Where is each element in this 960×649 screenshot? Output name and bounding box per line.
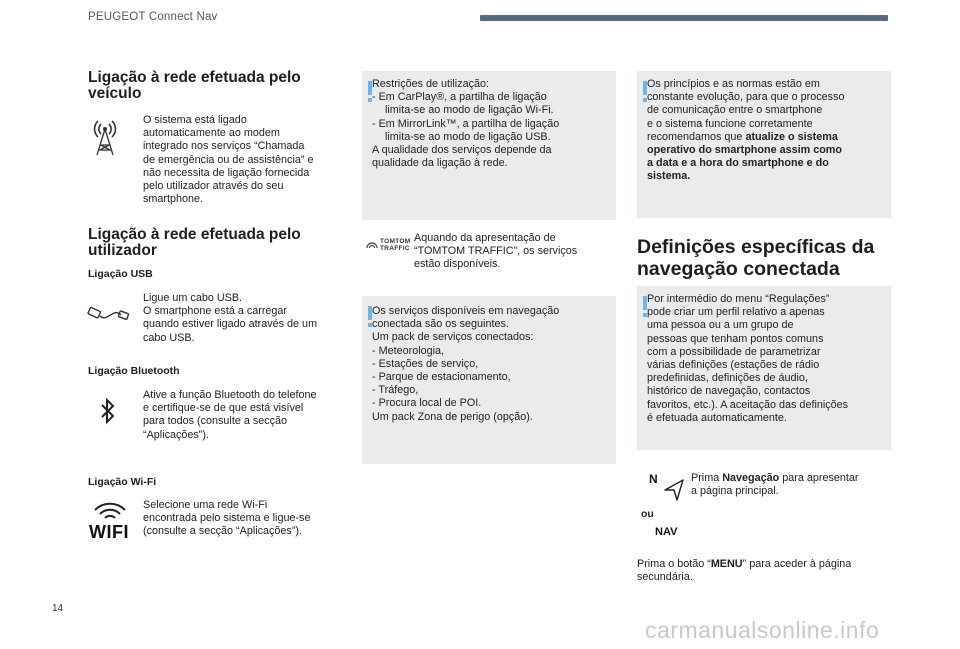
watermark: carmanualsonline.info [645, 617, 880, 643]
usb-cable-icon [87, 303, 131, 327]
navigation-text: Prima Navegação para apresentar a página principal. [691, 472, 859, 498]
nav-button[interactable]: NAV [655, 526, 678, 538]
regulations-box [637, 286, 891, 450]
regulations-text: Por intermédio do menu “Regulações” pode criar um perfil relativo a apenas uma pessoa ou a um grupo de pessoas que tenham pontos comuns com a possibilidade de parametrizar várias definições (estações de rádio predefinidas, definições de áudio, histórico de navegação, contactos favoritos, etc.). A aceitação das definições é efetuada automaticamente. [647, 293, 849, 424]
section-title-user: Ligação à rede efetuada pelo utilizador [88, 226, 301, 259]
usb-text: Ligue um cabo USB. O smartphone está a carregar quando estiver ligado através de um cabo USB. [143, 292, 318, 344]
services-box [362, 296, 616, 464]
restrictions-text: Restrições de utilização: - Em CarPlay®, a partilha de ligação limita-se ao modo de ligação Wi-Fi. - Em MirrorLink™, a partilha de ligação limita-se ao modo de ligação USB. A qualidade dos serviços depende da qualidade da ligação à rede. [372, 78, 560, 170]
bluetooth-icon [100, 397, 116, 425]
bluetooth-text: Ative a função Bluetooth do telefone e certifique-se de que está visível para todos (consulte a secção “Aplicações”). [143, 389, 317, 441]
wifi-waves-icon [92, 501, 128, 521]
principles-text: Os princípios e as normas estão em constante evolução, para que o processo de comunicação entre o smartphone e o sistema funcione corretamente recomendamos que atualize o sistema operativo do smartphone assim como a data e a hora do smartphone e do sistema. [647, 78, 845, 183]
or-label: ou [641, 508, 654, 520]
restrictions-box [362, 71, 616, 220]
menu-text: Prima o botão “MENU” para aceder à página secundária. [637, 558, 852, 584]
tomtom-icon-label: TOMTOM TRAFFIC [380, 238, 411, 252]
vehicle-connection-text: O sistema está ligado automaticamente ao modem integrado nos serviços “Chamada de emergência ou de assistência” e não necessita de ligação fornecida pelo utilizador através do seu smartphone. [143, 114, 314, 206]
running-header: PEUGEOT Connect Nav [88, 11, 218, 23]
usb-title: Ligação USB [88, 268, 153, 280]
definitions-title: Definições específicas da navegação conectada [637, 236, 875, 280]
navigation-arrow-icon[interactable] [663, 478, 685, 502]
wifi-icon-label: WIFI [89, 522, 129, 542]
nav-compass-n: N [649, 472, 658, 486]
page-number: 14 [52, 603, 64, 614]
wifi-text: Selecione uma rede Wi-Fi encontrada pelo sistema e ligue-se (consulte a secção “Aplicações”). [143, 499, 311, 538]
antenna-icon [89, 117, 121, 157]
section-title-vehicle: Ligação à rede efetuada pelo veículo [88, 69, 301, 102]
header-bar [480, 15, 888, 21]
principles-box [637, 71, 891, 218]
bluetooth-title: Ligação Bluetooth [88, 365, 180, 377]
services-text: Os serviços disponíveis em navegação conectada são os seguintes. Um pack de serviços conectados: - Meteorologia, - Estações de serviço, - Parque de estacionamento, - Tráfego, - Procura local de POI. Um pack Zona de perigo (opção). [372, 305, 560, 423]
tomtom-text: Aquando da apresentação de “TOMTOM TRAFFIC”, os serviços estão disponíveis. [414, 232, 578, 271]
wifi-title: Ligação Wi-Fi [88, 476, 157, 488]
